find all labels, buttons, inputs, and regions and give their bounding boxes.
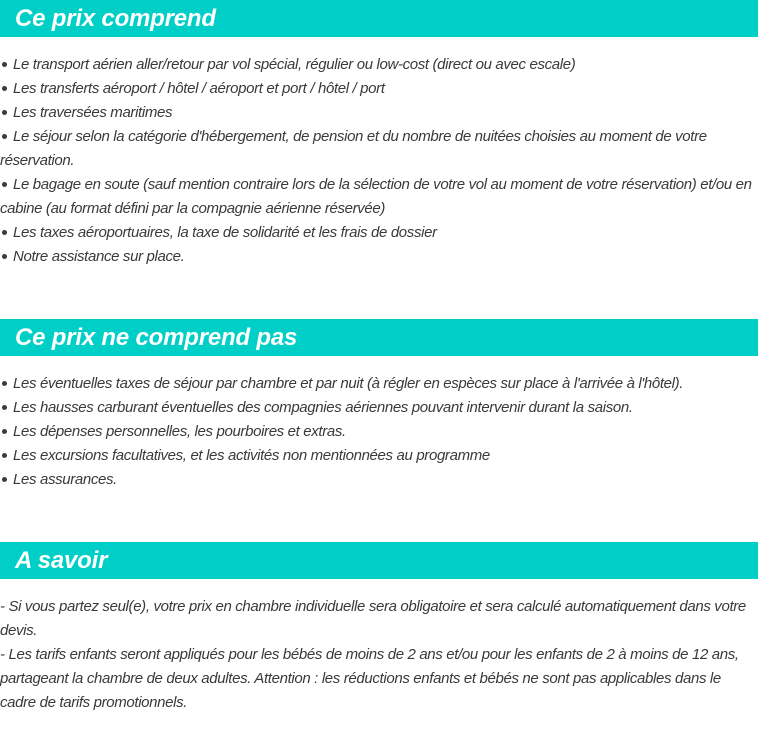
- list-item: Notre assistance sur place.: [0, 245, 758, 269]
- included-list: [0, 53, 758, 269]
- not-included-list: [0, 372, 758, 492]
- section-heading: Ce prix ne comprend pas: [0, 319, 758, 356]
- section-included: [0, 0, 758, 269]
- section-not-included: [0, 319, 758, 492]
- section-good-to-know: [0, 542, 758, 715]
- bullet-icon: [2, 381, 7, 386]
- good-to-know-list: [0, 595, 758, 715]
- bullet-icon: [2, 477, 7, 482]
- bullet-icon: [2, 110, 7, 115]
- bullet-icon: [2, 62, 7, 67]
- list-item: - Les tarifs enfants seront appliqués pour les bébés de moins de 2 ans et/ou pour les enfants de 2 à moins de 12 ans, partageant la chambre de deux adultes. Attention : les réductions enfants et bébés ne sont pas applicables dans le cadre de tarifs promotionnels.: [0, 646, 739, 711]
- bullet-icon: [2, 405, 7, 410]
- bullet-icon: [2, 230, 7, 235]
- list-item: Les dépenses personnelles, les pourboires et extras.: [0, 420, 758, 444]
- list-item: Les taxes aéroportuaires, la taxe de solidarité et les frais de dossier: [0, 221, 758, 245]
- section-heading: Ce prix comprend: [0, 0, 758, 37]
- list-item: Le bagage en soute (sauf mention contraire lors de la sélection de votre vol au moment de votre réservation) et/ou en cabine (au format défini par la compagnie aérienne réservée): [0, 176, 752, 217]
- list-item: - Si vous partez seul(e), votre prix en chambre individuelle sera obligatoire et sera calculé automatiquement dans votre devis.: [0, 598, 746, 639]
- list-item: Les excursions facultatives, et les activités non mentionnées au programme: [0, 444, 758, 468]
- list-item: Le séjour selon la catégorie d'hébergement, de pension et du nombre de nuitées choisies au moment de votre réservation.: [0, 128, 707, 169]
- bullet-icon: [2, 453, 7, 458]
- section-heading: A savoir: [0, 542, 758, 579]
- list-item: Le transport aérien aller/retour par vol spécial, régulier ou low-cost (direct ou avec escale): [0, 53, 758, 77]
- bullet-icon: [2, 86, 7, 91]
- list-item: Les traversées maritimes: [0, 101, 758, 125]
- bullet-icon: [2, 254, 7, 259]
- list-item: Les transferts aéroport / hôtel / aéroport et port / hôtel / port: [0, 77, 758, 101]
- list-item: Les hausses carburant éventuelles des compagnies aériennes pouvant intervenir durant la saison.: [0, 396, 758, 420]
- bullet-icon: [2, 429, 7, 434]
- bullet-icon: [2, 182, 7, 187]
- bullet-icon: [2, 134, 7, 139]
- list-item: Les éventuelles taxes de séjour par chambre et par nuit (à régler en espèces sur place à l'arrivée à l'hôtel).: [0, 372, 758, 396]
- list-item: Les assurances.: [0, 468, 758, 492]
